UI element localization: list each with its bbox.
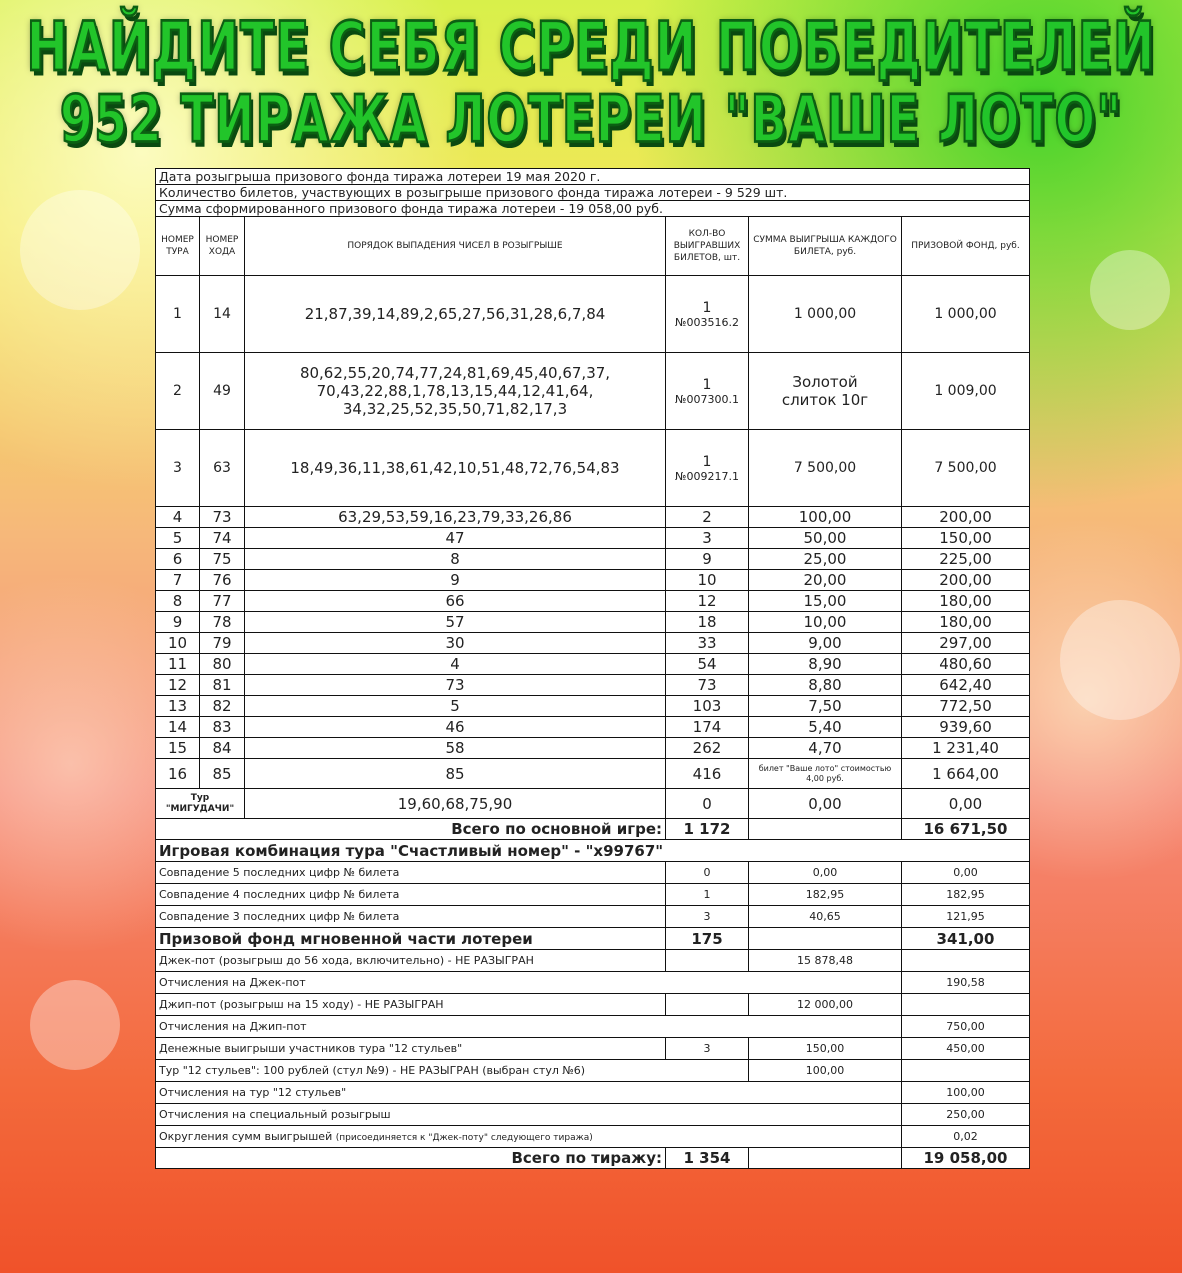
empty-cell	[749, 928, 902, 950]
header-sum: СУММА ВЫИГРЫША КАЖДОГО БИЛЕТА, руб.	[749, 217, 902, 276]
rounding-fund: 0,02	[902, 1126, 1030, 1148]
cell-tour: 7	[156, 570, 200, 591]
cell-tour: 6	[156, 549, 200, 570]
cell-tour: 10	[156, 633, 200, 654]
cell-numbers: 73	[245, 675, 666, 696]
cell-count: 1 №007300.1	[666, 353, 749, 430]
table-row	[156, 549, 1030, 570]
lucky-row	[156, 884, 1030, 906]
cell-count: 10	[666, 570, 749, 591]
cell-move: 85	[200, 759, 245, 789]
jackpot-sum: 15 878,48	[749, 950, 902, 972]
lucky-sum: 0,00	[749, 862, 902, 884]
cell-sum: 1 000,00	[749, 276, 902, 353]
cell-fund: 225,00	[902, 549, 1030, 570]
cell-numbers: 4	[245, 654, 666, 675]
lucky-fund: 182,95	[902, 884, 1030, 906]
cell-numbers: 57	[245, 612, 666, 633]
cell-tour: 2	[156, 353, 200, 430]
cell-numbers: 18,49,36,11,38,61,42,10,51,48,72,76,54,83	[245, 430, 666, 507]
cell-count: 0	[666, 789, 749, 819]
cell-sum: 5,40	[749, 717, 902, 738]
chairs-tour-sum: 100,00	[749, 1060, 902, 1082]
chairs-deduction-fund: 100,00	[902, 1082, 1030, 1104]
cell-tour: 11	[156, 654, 200, 675]
total-draw-fund: 19 058,00	[902, 1148, 1030, 1169]
cell-fund: 150,00	[902, 528, 1030, 549]
cell-fund: 642,40	[902, 675, 1030, 696]
cell-sum: Золотой слиток 10г	[749, 353, 902, 430]
cell-fund: 1 000,00	[902, 276, 1030, 353]
cell-sum: 10,00	[749, 612, 902, 633]
special-deduction-fund: 250,00	[902, 1104, 1030, 1126]
lucky-fund: 0,00	[902, 862, 1030, 884]
chairs-win-sum: 150,00	[749, 1038, 902, 1060]
cell-sum: 100,00	[749, 507, 902, 528]
results-sheet	[155, 168, 1029, 1169]
migudachi-label: Тур "МИГУДАЧИ"	[156, 789, 245, 819]
cell-count: 18	[666, 612, 749, 633]
cell-count: 33	[666, 633, 749, 654]
cell-sum: 7,50	[749, 696, 902, 717]
lucky-row	[156, 862, 1030, 884]
lucky-fund: 121,95	[902, 906, 1030, 928]
cell-tour: 16	[156, 759, 200, 789]
cell-numbers: 63,29,53,59,16,23,79,33,26,86	[245, 507, 666, 528]
cell-fund: 200,00	[902, 570, 1030, 591]
lucky-count: 3	[666, 906, 749, 928]
empty-cell	[902, 950, 1030, 972]
cell-tour: 9	[156, 612, 200, 633]
cell-move: 75	[200, 549, 245, 570]
cell-fund: 7 500,00	[902, 430, 1030, 507]
cell-numbers: 66	[245, 591, 666, 612]
header-move: НОМЕР ХОДА	[200, 217, 245, 276]
cell-sum: 15,00	[749, 591, 902, 612]
empty-cell	[902, 1060, 1030, 1082]
chairs-deduction-row	[156, 1082, 1030, 1104]
table-row	[156, 528, 1030, 549]
cell-count: 73	[666, 675, 749, 696]
chairs-deduction-label: Отчисления на тур "12 стульев"	[156, 1082, 902, 1104]
total-main-fund: 16 671,50	[902, 819, 1030, 840]
cell-sum: 20,00	[749, 570, 902, 591]
ticket-number: №009217.1	[675, 469, 739, 483]
total-main-row	[156, 819, 1030, 840]
cell-fund: 480,60	[902, 654, 1030, 675]
cell-fund: 180,00	[902, 591, 1030, 612]
headline-line-1: НАЙДИТЕ СЕБЯ СРЕДИ ПОБЕДИТЕЛЕЙ	[26, 8, 1156, 87]
table-header	[156, 217, 1030, 276]
cell-numbers: 47	[245, 528, 666, 549]
table-row	[156, 507, 1030, 528]
jippot-deduction-label: Отчисления на Джип-пот	[156, 1016, 902, 1038]
jippot-deduction-row	[156, 1016, 1030, 1038]
lucky-row	[156, 906, 1030, 928]
header-tour: НОМЕР ТУРА	[156, 217, 200, 276]
jackpot-deduction-row	[156, 972, 1030, 994]
cell-numbers: 58	[245, 738, 666, 759]
jippot-label: Джип-пот (розыгрыш на 15 ходу) - НЕ РАЗЫГРАН	[156, 994, 666, 1016]
total-draw-row	[156, 1148, 1030, 1169]
cell-fund: 297,00	[902, 633, 1030, 654]
cell-count: 262	[666, 738, 749, 759]
lucky-count: 0	[666, 862, 749, 884]
cell-move: 82	[200, 696, 245, 717]
header-order: ПОРЯДОК ВЫПАДЕНИЯ ЧИСЕЛ В РОЗЫГРЫШЕ	[245, 217, 666, 276]
cell-numbers: 21,87,39,14,89,2,65,27,56,31,28,6,7,84	[245, 276, 666, 353]
table-row	[156, 591, 1030, 612]
cell-count: 12	[666, 591, 749, 612]
total-main-label: Всего по основной игре:	[156, 819, 666, 840]
empty-cell	[902, 994, 1030, 1016]
jackpot-row	[156, 950, 1030, 972]
chairs-win-fund: 450,00	[902, 1038, 1030, 1060]
cell-sum: 8,90	[749, 654, 902, 675]
table-row	[156, 353, 1030, 430]
total-draw-label: Всего по тиражу:	[156, 1148, 666, 1169]
total-draw-count: 1 354	[666, 1148, 749, 1169]
special-deduction-label: Отчисления на специальный розыгрыш	[156, 1104, 902, 1126]
header-count: КОЛ-ВО ВЫИГРАВШИХ БИЛЕТОВ, шт.	[666, 217, 749, 276]
rounding-note: (присоединяется к "Джек-поту" следующего тиража)	[335, 1133, 593, 1143]
cell-sum: 25,00	[749, 549, 902, 570]
jippot-sum: 12 000,00	[749, 994, 902, 1016]
table-row	[156, 675, 1030, 696]
cell-count: 54	[666, 654, 749, 675]
cell-tour: 4	[156, 507, 200, 528]
cell-fund: 200,00	[902, 507, 1030, 528]
cell-sum: 8,80	[749, 675, 902, 696]
cell-count: 416	[666, 759, 749, 789]
cell-sum: 0,00	[749, 789, 902, 819]
instant-count: 175	[666, 928, 749, 950]
lucky-label: Совпадение 3 последних цифр № билета	[156, 906, 666, 928]
rounding-row	[156, 1126, 1030, 1148]
cell-numbers: 8	[245, 549, 666, 570]
table-row	[156, 276, 1030, 353]
lucky-sum: 40,65	[749, 906, 902, 928]
table-row	[156, 612, 1030, 633]
cell-numbers: 80,62,55,20,74,77,24,81,69,45,40,67,37, 70,43,22,88,1,78,13,15,44,12,41,64, 34,32,25,52,35,50,71,82,17,3	[245, 353, 666, 430]
table-row	[156, 696, 1030, 717]
lucky-sum: 182,95	[749, 884, 902, 906]
lucky-label: Совпадение 4 последних цифр № билета	[156, 884, 666, 906]
cell-move: 79	[200, 633, 245, 654]
cell-count: 3	[666, 528, 749, 549]
cell-move: 76	[200, 570, 245, 591]
cell-move: 83	[200, 717, 245, 738]
rounding-cell	[156, 1126, 902, 1148]
table-row	[156, 633, 1030, 654]
cell-move: 74	[200, 528, 245, 549]
table-row	[156, 654, 1030, 675]
cell-tour: 15	[156, 738, 200, 759]
chairs-win-label: Денежные выигрыши участников тура "12 стульев"	[156, 1038, 666, 1060]
total-main-count: 1 172	[666, 819, 749, 840]
cell-numbers: 19,60,68,75,90	[245, 789, 666, 819]
cell-move: 49	[200, 353, 245, 430]
cell-tour: 5	[156, 528, 200, 549]
rounding-label: Округления сумм выигрышей	[159, 1130, 333, 1143]
instant-label: Призовой фонд мгновенной части лотереи	[156, 928, 666, 950]
cell-count: 1 №009217.1	[666, 430, 749, 507]
lucky-title-row	[156, 840, 1030, 862]
cell-sum: 7 500,00	[749, 430, 902, 507]
cell-fund: 180,00	[902, 612, 1030, 633]
cell-tour: 8	[156, 591, 200, 612]
jippot-deduction-fund: 750,00	[902, 1016, 1030, 1038]
empty-cell	[666, 950, 749, 972]
cell-fund: 0,00	[902, 789, 1030, 819]
cell-count: 2	[666, 507, 749, 528]
cell-fund: 1 231,40	[902, 738, 1030, 759]
table-row	[156, 717, 1030, 738]
chairs-tour-row	[156, 1060, 1030, 1082]
cell-sum: 9,00	[749, 633, 902, 654]
cell-numbers: 9	[245, 570, 666, 591]
ticket-count: Количество билетов, участвующих в розыгрыше призового фонда тиража лотереи - 9 529 шт.	[156, 185, 1030, 201]
cell-move: 14	[200, 276, 245, 353]
cell-numbers: 30	[245, 633, 666, 654]
ticket-number: №003516.2	[675, 315, 739, 329]
cell-sum: билет "Ваше лото" стоимостью 4,00 руб.	[749, 759, 902, 789]
cell-numbers: 5	[245, 696, 666, 717]
table-row	[156, 759, 1030, 789]
cell-tour: 1	[156, 276, 200, 353]
cell-fund: 1 664,00	[902, 759, 1030, 789]
ticket-number: №007300.1	[675, 392, 739, 406]
cell-numbers: 46	[245, 717, 666, 738]
jippot-row	[156, 994, 1030, 1016]
table-row-migudachi	[156, 789, 1030, 819]
special-deduction-row	[156, 1104, 1030, 1126]
instant-fund: 341,00	[902, 928, 1030, 950]
cell-tour: 12	[156, 675, 200, 696]
header-fund: ПРИЗОВОЙ ФОНД, руб.	[902, 217, 1030, 276]
cell-tour: 13	[156, 696, 200, 717]
results-table	[155, 168, 1030, 1169]
chairs-win-count: 3	[666, 1038, 749, 1060]
table-row	[156, 430, 1030, 507]
cell-count: 103	[666, 696, 749, 717]
jackpot-deduction-fund: 190,58	[902, 972, 1030, 994]
cell-sum: 50,00	[749, 528, 902, 549]
cell-move: 73	[200, 507, 245, 528]
chairs-tour-label: Тур "12 стульев": 100 рублей (стул №9) - НЕ РАЗЫГРАН (выбран стул №6)	[156, 1060, 749, 1082]
instant-row	[156, 928, 1030, 950]
cell-fund: 939,60	[902, 717, 1030, 738]
cell-numbers: 85	[245, 759, 666, 789]
cell-count: 1 №003516.2	[666, 276, 749, 353]
cell-move: 63	[200, 430, 245, 507]
jackpot-label: Джек-пот (розыгрыш до 56 хода, включительно) - НЕ РАЗЫГРАН	[156, 950, 666, 972]
table-row	[156, 738, 1030, 759]
cell-move: 77	[200, 591, 245, 612]
fund-sum: Сумма сформированного призового фонда тиража лотереи - 19 058,00 руб.	[156, 201, 1030, 217]
cell-count: 174	[666, 717, 749, 738]
lucky-label: Совпадение 5 последних цифр № билета	[156, 862, 666, 884]
cell-move: 78	[200, 612, 245, 633]
cell-fund: 1 009,00	[902, 353, 1030, 430]
cell-fund: 772,50	[902, 696, 1030, 717]
cell-move: 80	[200, 654, 245, 675]
cell-move: 84	[200, 738, 245, 759]
empty-cell	[749, 1148, 902, 1169]
cell-count: 9	[666, 549, 749, 570]
cell-tour: 14	[156, 717, 200, 738]
empty-cell	[749, 819, 902, 840]
chairs-win-row	[156, 1038, 1030, 1060]
cell-sum: 4,70	[749, 738, 902, 759]
table-row	[156, 570, 1030, 591]
lucky-count: 1	[666, 884, 749, 906]
cell-move: 81	[200, 675, 245, 696]
lucky-title: Игровая комбинация тура "Счастливый номер" - "x99767"	[156, 840, 1030, 862]
headline-line-2: 952 ТИРАЖА ЛОТЕРЕИ "ВАШЕ ЛОТО"	[59, 82, 1123, 158]
empty-cell	[666, 994, 749, 1016]
draw-date: Дата розыгрыша призового фонда тиража лотереи 19 мая 2020 г.	[156, 169, 1030, 185]
cell-tour: 3	[156, 430, 200, 507]
jackpot-deduction-label: Отчисления на Джек-пот	[156, 972, 902, 994]
